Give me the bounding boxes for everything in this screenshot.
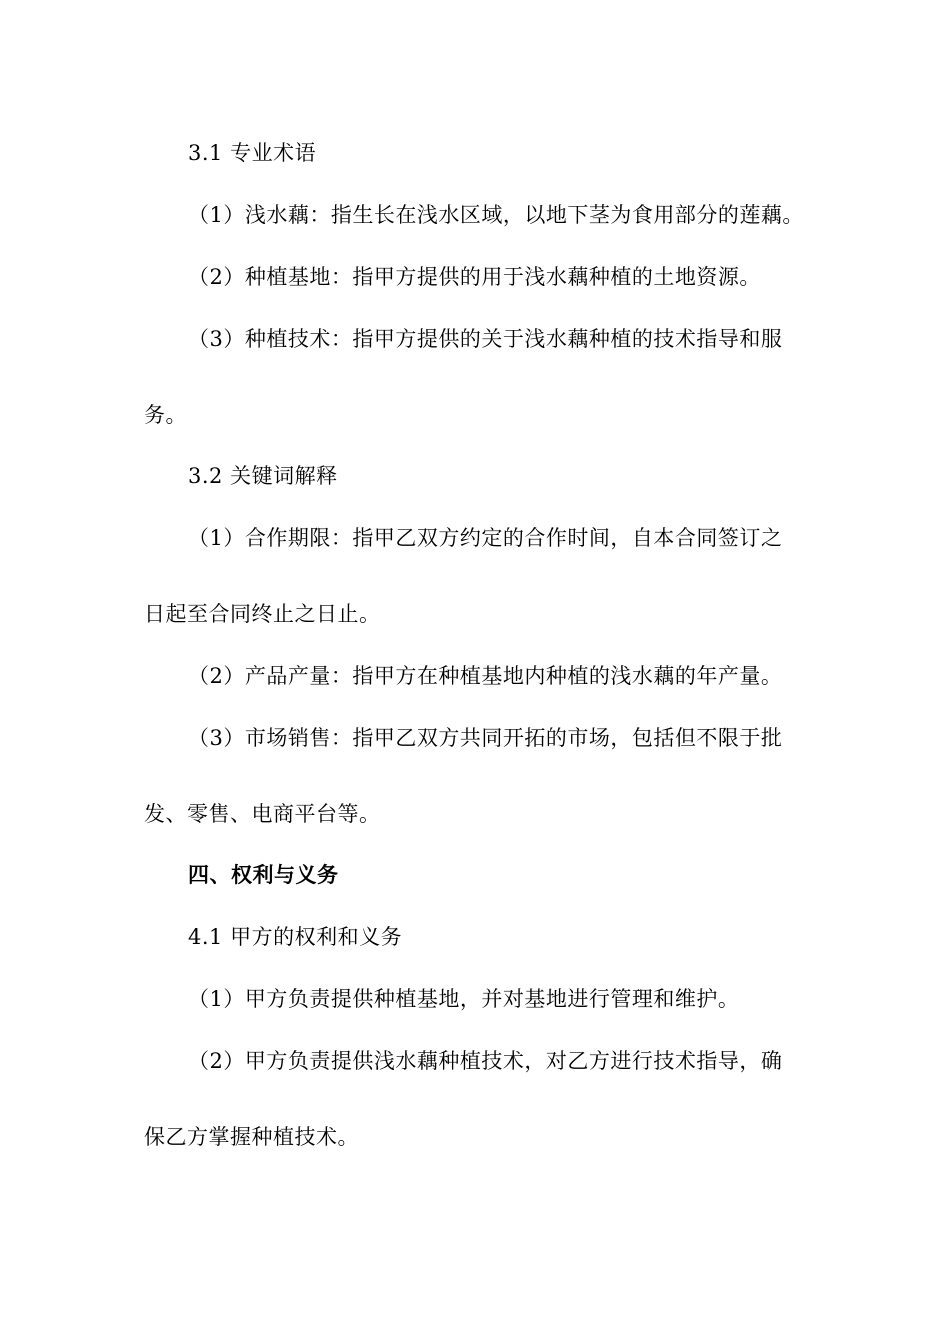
paragraph-3-2-item-3: （3）市场销售：指甲乙双方共同开拓的市场，包括但不限于批 <box>188 726 783 750</box>
paragraph-4-1-item-1: （1）甲方负责提供种植基地，并对基地进行管理和维护。 <box>188 987 740 1011</box>
paragraph-3-1-item-3-continuation: 务。 <box>144 403 187 427</box>
subheading-3-1: 3.1 专业术语 <box>188 141 317 165</box>
paragraph-3-2-item-1: （1）合作期限：指甲乙双方约定的合作时间，自本合同签订之 <box>188 526 783 550</box>
subheading-3-2: 3.2 关键词解释 <box>188 464 338 488</box>
section-heading-4: 四、权利与义务 <box>188 862 339 887</box>
paragraph-3-2-item-2: （2）产品产量：指甲方在种植基地内种植的浅水藕的年产量。 <box>188 664 783 688</box>
paragraph-4-1-item-2: （2）甲方负责提供浅水藕种植技术，对乙方进行技术指导，确 <box>188 1049 783 1073</box>
paragraph-4-1-item-2-continuation: 保乙方掌握种植技术。 <box>144 1125 359 1149</box>
paragraph-3-1-item-1: （1）浅水藕：指生长在浅水区域，以地下茎为食用部分的莲藕。 <box>188 203 804 227</box>
paragraph-3-1-item-3: （3）种植技术：指甲方提供的关于浅水藕种植的技术指导和服 <box>188 327 783 351</box>
subheading-4-1: 4.1 甲方的权利和义务 <box>188 925 403 949</box>
paragraph-3-2-item-1-continuation: 日起至合同终止之日止。 <box>144 602 381 626</box>
paragraph-3-2-item-3-continuation: 发、零售、电商平台等。 <box>144 802 381 826</box>
paragraph-3-1-item-2: （2）种植基地：指甲方提供的用于浅水藕种植的土地资源。 <box>188 265 761 289</box>
